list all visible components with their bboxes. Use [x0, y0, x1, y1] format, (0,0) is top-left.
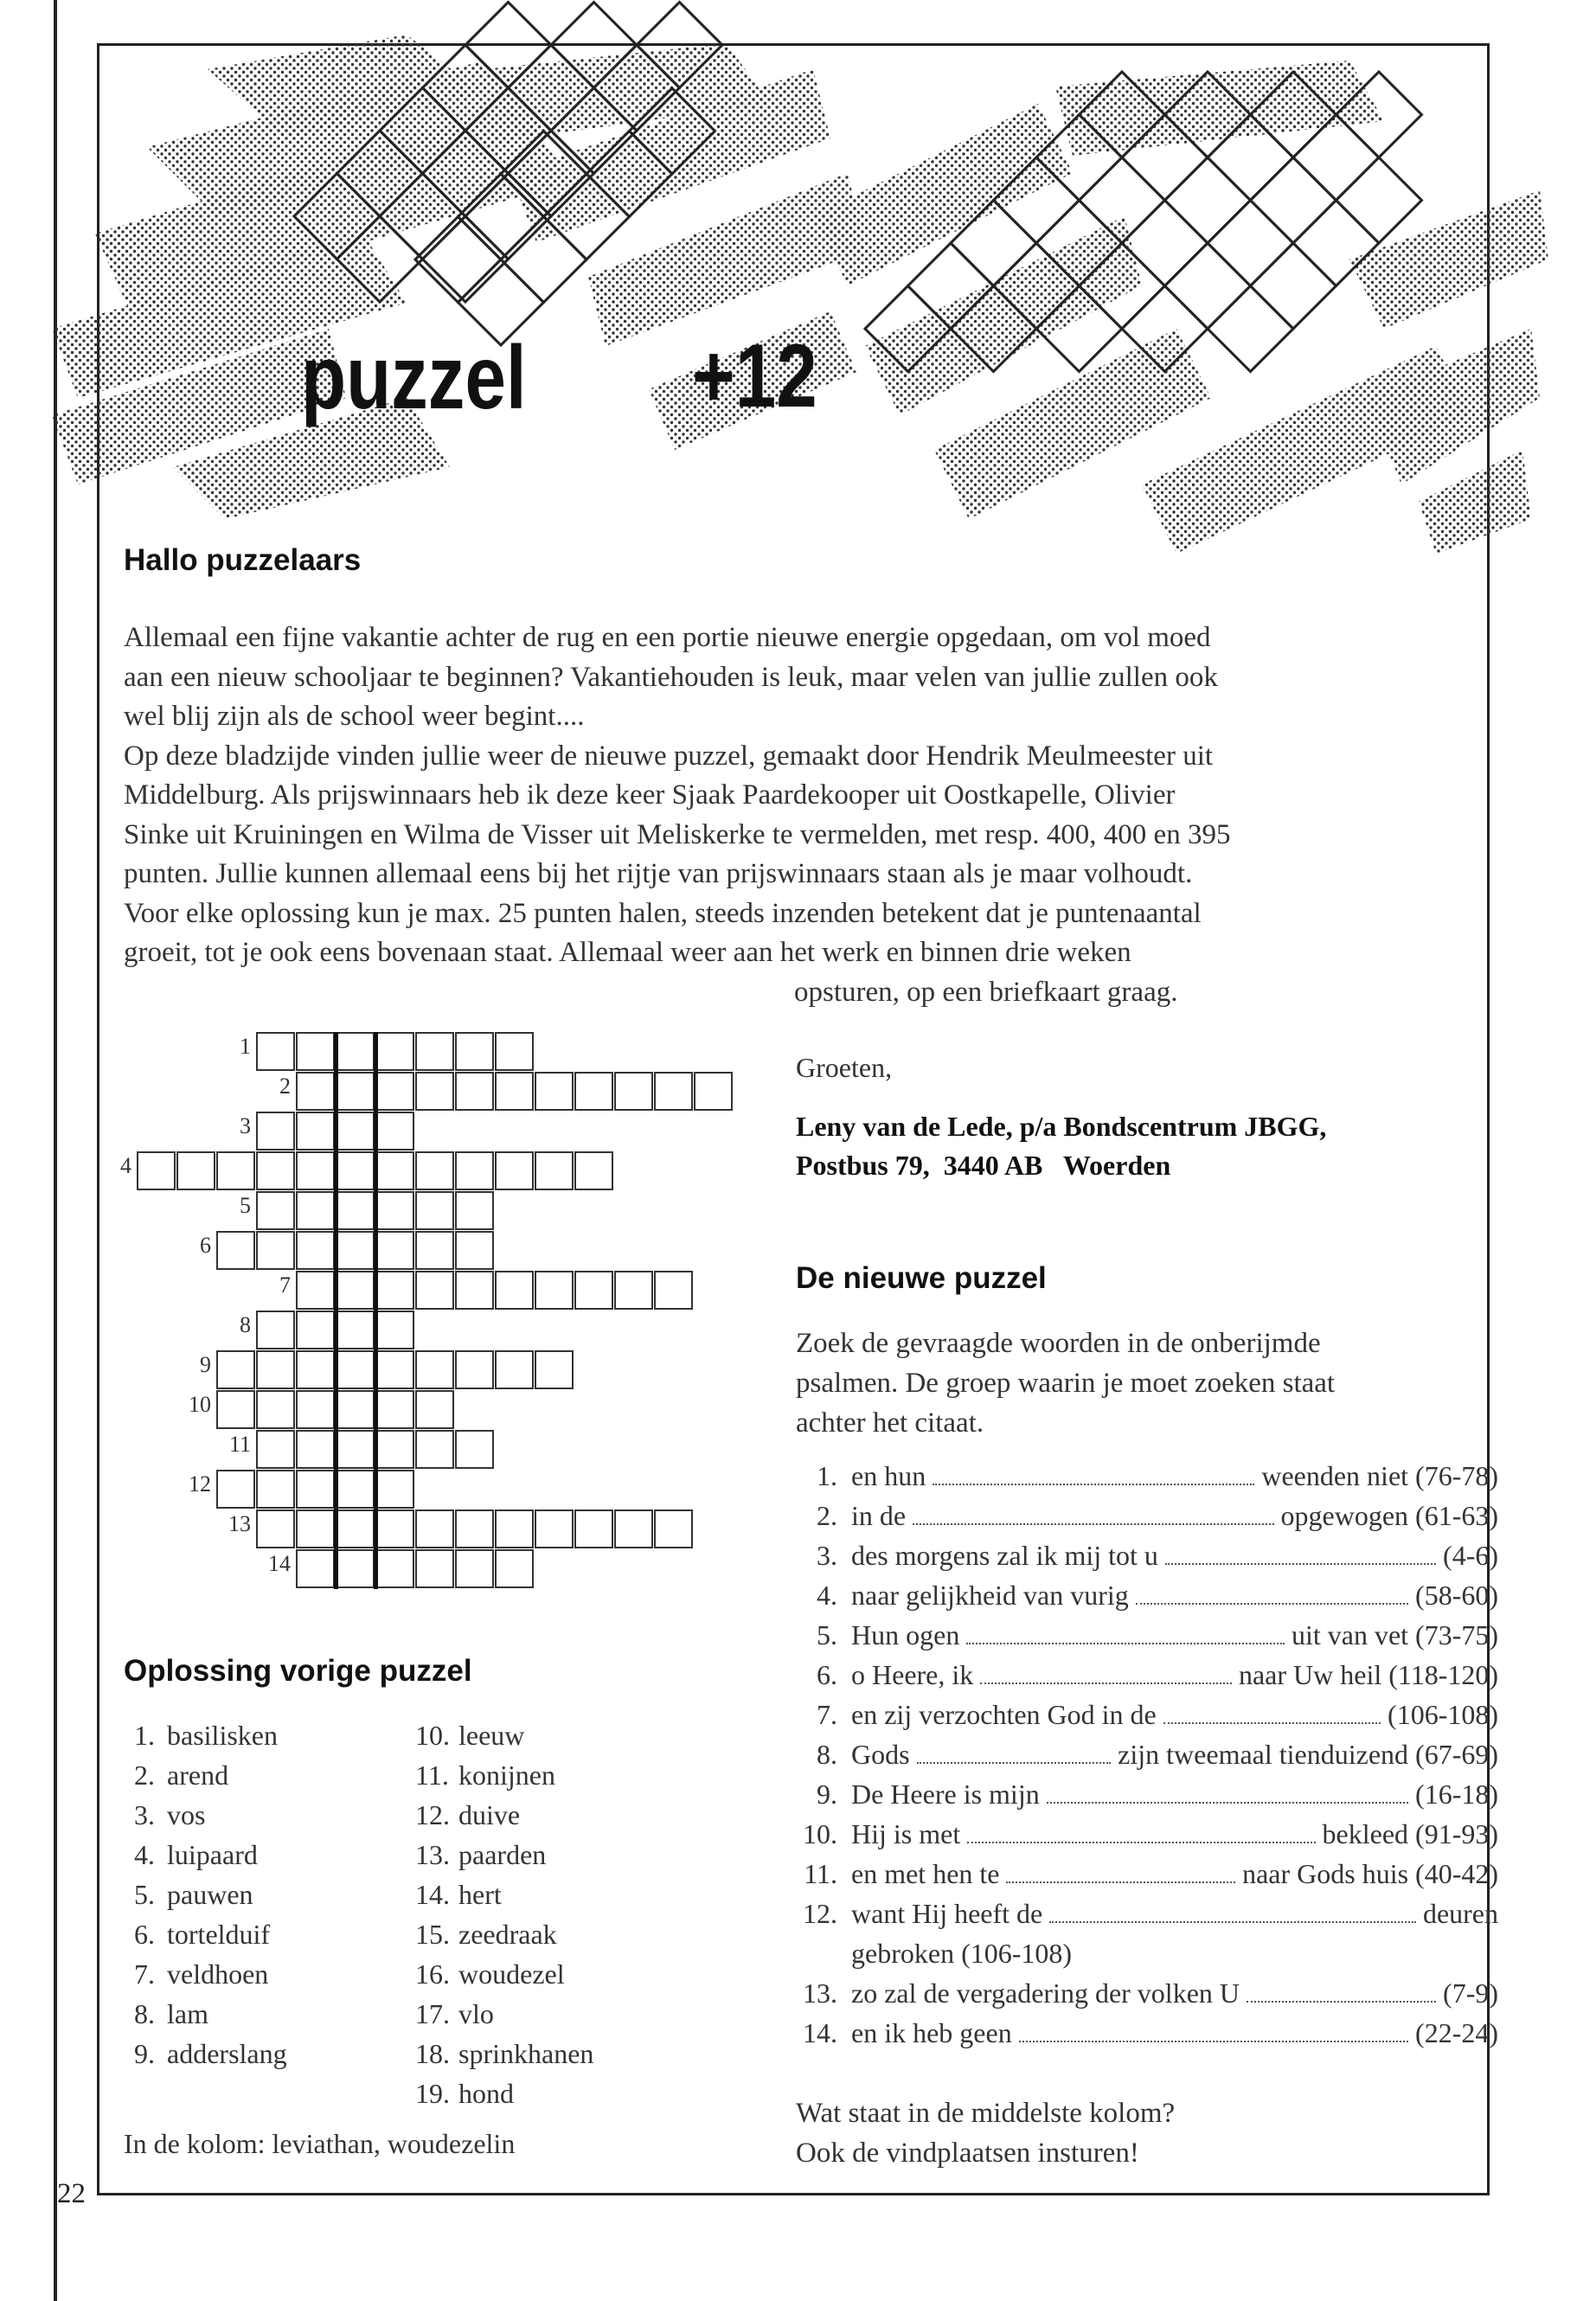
- solution-item: [415, 1875, 593, 1914]
- crossword-cell[interactable]: [256, 1112, 295, 1150]
- solution-item: [124, 2034, 287, 2073]
- new-puzzle-intro: [796, 1324, 1479, 1443]
- clue-before: Hij is met: [851, 1818, 961, 1849]
- crossword-cell[interactable]: [296, 1191, 335, 1230]
- page-number: 22: [57, 2178, 86, 2209]
- title-puzzel: puzzel: [301, 328, 527, 428]
- closing-text: [796, 2093, 1175, 2173]
- new-puzzle-intro-line: psalmen. De groep waarin je moet zoeken staat: [796, 1368, 1336, 1399]
- crossword-row-number: 1: [240, 1034, 251, 1059]
- new-puzzle-intro-line: achter het citaat.: [796, 1407, 984, 1439]
- clue-text: [851, 1615, 1498, 1655]
- clue-text: [851, 1456, 1498, 1496]
- clue-after: naar Uw heil (118-120): [1238, 1659, 1498, 1690]
- intro-line: Allemaal een fijne vakantie achter de rug en een portie nieuwe energie opgedaan, om vol moed: [124, 622, 1211, 653]
- crossword-cell[interactable]: [375, 1072, 414, 1111]
- intro-last-line: opsturen, op een briefkaart graag.: [794, 976, 1178, 1008]
- answer-blank[interactable]: [1136, 1603, 1408, 1605]
- crossword-cell[interactable]: [375, 1509, 414, 1548]
- crossword-cell[interactable]: [415, 1350, 454, 1389]
- answer-blank[interactable]: [967, 1842, 1315, 1843]
- answer-blank[interactable]: [966, 1643, 1285, 1644]
- crossword-cell[interactable]: [256, 1191, 295, 1230]
- clue-text: [851, 1496, 1498, 1535]
- crossword-cell[interactable]: [296, 1112, 335, 1150]
- crossword-cell[interactable]: [415, 1231, 454, 1270]
- crossword-cell[interactable]: [535, 1271, 574, 1310]
- crossword-cell[interactable]: [336, 1072, 375, 1111]
- clue-before: naar gelijkheid van vurig: [851, 1580, 1129, 1611]
- clue-text: [851, 1575, 1498, 1615]
- crossword-cell[interactable]: [336, 1430, 375, 1469]
- solution-item: [124, 1715, 287, 1755]
- crossword-cell[interactable]: [415, 1151, 454, 1190]
- crossword-cell[interactable]: [455, 1231, 494, 1270]
- clue-number: 14.: [803, 2017, 837, 2048]
- clue-after: (16-18): [1415, 1779, 1498, 1810]
- crossword-cell[interactable]: [415, 1072, 454, 1111]
- intro-line: Middelburg. Als prijswinnaars heb ik deze keer Sjaak Paardekooper uit Oostkapelle, Olivier: [124, 779, 1176, 811]
- clue-before: Gods: [851, 1739, 910, 1770]
- crossword-cell[interactable]: [375, 1151, 414, 1190]
- crossword-cell[interactable]: [415, 1032, 454, 1071]
- closing-instruction: Ook de vindplaatsen insturen!: [796, 2138, 1139, 2169]
- solution-number: 4.: [134, 1839, 155, 1870]
- clue-item: [796, 2013, 1498, 2053]
- crossword-cell[interactable]: [375, 1549, 414, 1588]
- answer-blank[interactable]: [1163, 1722, 1381, 1724]
- solution-word: lam: [167, 1998, 208, 2029]
- crossword-cell[interactable]: [296, 1271, 335, 1310]
- crossword-cell[interactable]: [336, 1191, 375, 1230]
- solution-item: [415, 1715, 593, 1755]
- sender-postbus: Postbus 79, 3440 AB Woerden: [796, 1150, 1171, 1181]
- clue-text: [851, 1535, 1498, 1575]
- header-artwork: [0, 0, 1596, 571]
- clue-item: [796, 1575, 1498, 1615]
- crossword-row-number: 13: [228, 1511, 251, 1536]
- crossword-cell[interactable]: [296, 1549, 335, 1588]
- clue-after: (7-9): [1443, 1977, 1498, 2009]
- solution-word: vlo: [458, 1998, 494, 2029]
- crossword-cell[interactable]: [455, 1151, 494, 1190]
- crossword-cell[interactable]: [256, 1311, 295, 1349]
- solution-column-2: [415, 1715, 593, 2113]
- closing-question: Wat staat in de middelste kolom?: [796, 2098, 1176, 2129]
- intro-text: [124, 619, 1479, 1012]
- solution-word: vos: [167, 1799, 206, 1830]
- crossword-cell[interactable]: [336, 1231, 375, 1270]
- crossword-cell[interactable]: [535, 1509, 574, 1548]
- clue-text: [851, 1734, 1498, 1774]
- clue-number: 10.: [803, 1818, 837, 1849]
- crossword-cell[interactable]: [296, 1350, 335, 1389]
- solution-item: [415, 2034, 593, 2073]
- crossword-row-number: 4: [120, 1153, 131, 1178]
- crossword-cell[interactable]: [375, 1430, 414, 1469]
- solution-number: 17.: [415, 1998, 450, 2029]
- solution-word: veldhoen: [167, 1958, 269, 1990]
- solution-number: 2.: [134, 1759, 155, 1791]
- solution-item: [124, 1994, 287, 2034]
- crossword-cell[interactable]: [336, 1350, 375, 1389]
- crossword-row-number: 14: [268, 1551, 291, 1576]
- clue-text: [851, 1655, 1498, 1695]
- clue-after: weenden niet (76-78): [1261, 1460, 1498, 1491]
- answer-blank[interactable]: [1019, 2041, 1408, 2042]
- solution-number: 10.: [415, 1720, 450, 1751]
- crossword-cell[interactable]: [375, 1032, 414, 1071]
- crossword-cell[interactable]: [296, 1470, 335, 1509]
- crossword-row-number: 8: [240, 1312, 251, 1337]
- intro-line: Op deze bladzijde vinden jullie weer de nieuwe puzzel, gemaakt door Hendrik Meulmeester uit: [124, 740, 1214, 772]
- crossword-cell[interactable]: [336, 1112, 375, 1150]
- solution-word: adderslang: [167, 2038, 287, 2069]
- title-plus12: +12: [692, 326, 817, 426]
- crossword-cell[interactable]: [654, 1271, 693, 1310]
- clue-number: 12.: [803, 1898, 837, 1929]
- crossword-cell[interactable]: [375, 1350, 414, 1389]
- crossword-cell[interactable]: [614, 1509, 653, 1548]
- crossword-cell[interactable]: [336, 1390, 375, 1429]
- answer-blank[interactable]: [1006, 1881, 1235, 1883]
- crossword-cell[interactable]: [296, 1390, 335, 1429]
- solution-word: luipaard: [167, 1839, 258, 1870]
- clue-text: [851, 1854, 1498, 1894]
- answer-blank[interactable]: [913, 1523, 1273, 1525]
- crossword-cell[interactable]: [535, 1072, 574, 1111]
- middle-column-line: [334, 1032, 338, 1589]
- clue-before: en met hen te: [851, 1858, 1000, 1889]
- crossword-cell[interactable]: [216, 1231, 255, 1270]
- crossword-cell[interactable]: [574, 1271, 613, 1310]
- clue-after: (22-24): [1415, 2017, 1498, 2048]
- new-puzzle-heading: De nieuwe puzzel: [796, 1261, 1047, 1295]
- solution-item: [124, 1875, 287, 1914]
- crossword-cell[interactable]: [415, 1271, 454, 1310]
- answer-blank[interactable]: [1049, 1921, 1416, 1923]
- clue-continuation-text: gebroken (106-108): [851, 1938, 1073, 1969]
- solution-footer: In de kolom: leviathan, woudezelin: [124, 2128, 516, 2159]
- clue-number: 6.: [817, 1659, 837, 1690]
- solution-number: 12.: [415, 1799, 450, 1830]
- clue-number: 4.: [817, 1580, 837, 1611]
- crossword-cell[interactable]: [256, 1430, 295, 1469]
- crossword-cell[interactable]: [375, 1191, 414, 1230]
- solution-number: 16.: [415, 1958, 450, 1990]
- answer-blank[interactable]: [980, 1682, 1232, 1684]
- clue-item: [796, 1973, 1498, 2013]
- crossword-cell[interactable]: [296, 1072, 335, 1111]
- clue-text: [851, 1894, 1498, 1933]
- solution-number: 6.: [134, 1919, 155, 1950]
- clue-number: 3.: [817, 1540, 837, 1571]
- crossword-cell[interactable]: [654, 1072, 693, 1111]
- solution-number: 11.: [415, 1759, 449, 1791]
- intro-line: Sinke uit Kruiningen en Wilma de Visser uit Meliskerke te vermelden, met resp. 400, 400 en 395: [124, 818, 1231, 850]
- crossword-cell[interactable]: [296, 1509, 335, 1548]
- clue-item: [796, 1496, 1498, 1535]
- crossword-cell[interactable]: [495, 1032, 534, 1071]
- intro-line: aan een nieuw schooljaar te beginnen? Vakantiehouden is leuk, maar velen van jullie zullen ook: [124, 661, 1218, 693]
- solution-column-1: [124, 1715, 287, 2073]
- clue-after: deuren: [1422, 1898, 1498, 1929]
- crossword-cell[interactable]: [336, 1549, 375, 1588]
- clue-before: o Heere, ik: [851, 1659, 974, 1690]
- answer-blank[interactable]: [933, 1484, 1254, 1485]
- clue-text: [851, 1973, 1498, 2013]
- clue-after: uit van vet (73-75): [1291, 1619, 1498, 1650]
- crossword-cell[interactable]: [336, 1271, 375, 1310]
- solution-number: 8.: [134, 1998, 155, 2029]
- clue-before: De Heere is mijn: [851, 1779, 1040, 1810]
- clue-text: [851, 1814, 1498, 1854]
- solution-item: [124, 1755, 287, 1795]
- intro-line: Voor elke oplossing kun je max. 25 punten halen, steeds inzenden betekent dat je puntenaantal: [124, 897, 1202, 929]
- crossword-cell[interactable]: [216, 1350, 255, 1389]
- solution-number: 7.: [134, 1958, 155, 1990]
- solution-number: 1.: [134, 1720, 155, 1751]
- crossword-cell[interactable]: [256, 1032, 295, 1071]
- crossword-cell[interactable]: [694, 1072, 733, 1111]
- solution-number: 14.: [415, 1879, 450, 1910]
- crossword-row-number: 6: [200, 1233, 211, 1258]
- answer-blank[interactable]: [917, 1762, 1112, 1764]
- solution-word: konijnen: [458, 1759, 555, 1791]
- crossword-cell[interactable]: [375, 1231, 414, 1270]
- crossword-cell[interactable]: [415, 1549, 454, 1588]
- solution-item: [415, 1755, 593, 1795]
- crossword-cell[interactable]: [336, 1509, 375, 1548]
- sender-address: [796, 1107, 1326, 1185]
- sender-name: Leny van de Lede, p/a Bondscentrum JBGG,: [796, 1111, 1327, 1142]
- clue-before: en ik heb geen: [851, 2017, 1012, 2048]
- clue-after: (106-108): [1388, 1699, 1498, 1730]
- crossword-cell[interactable]: [455, 1271, 494, 1310]
- crossword-row-number: 7: [279, 1272, 291, 1298]
- crossword-cell[interactable]: [137, 1151, 176, 1190]
- solution-item: [415, 1954, 593, 1994]
- clue-item: [796, 1894, 1498, 1933]
- crossword-cell[interactable]: [495, 1509, 534, 1548]
- clue-item: [796, 1456, 1498, 1496]
- clue-before: want Hij heeft de: [851, 1898, 1043, 1929]
- answer-blank[interactable]: [1047, 1802, 1408, 1804]
- previous-solution-heading: Oplossing vorige puzzel: [124, 1654, 472, 1688]
- crossword-cell[interactable]: [415, 1509, 454, 1548]
- crossword-cell[interactable]: [256, 1151, 295, 1190]
- solution-word: sprinkhanen: [458, 2038, 594, 2069]
- crossword-cell[interactable]: [336, 1151, 375, 1190]
- crossword-cell[interactable]: [614, 1271, 653, 1310]
- solution-item: [415, 1914, 593, 1954]
- clue-after: (58-60): [1415, 1580, 1498, 1611]
- crossword-cell[interactable]: [455, 1350, 494, 1389]
- solution-word: paarden: [458, 1839, 547, 1870]
- crossword-cell[interactable]: [216, 1390, 255, 1429]
- crossword-cell[interactable]: [455, 1191, 494, 1230]
- crossword-cell[interactable]: [415, 1191, 454, 1230]
- greeting: Groeten,: [796, 1052, 893, 1083]
- clue-continuation: [796, 1933, 1498, 1973]
- clue-before: Hun ogen: [851, 1619, 960, 1650]
- crossword-cell[interactable]: [495, 1350, 534, 1389]
- solution-number: 15.: [415, 1919, 450, 1950]
- clue-number: 7.: [817, 1699, 837, 1730]
- solution-item: [415, 2073, 593, 2113]
- crossword-cell[interactable]: [455, 1032, 494, 1071]
- crossword-cell[interactable]: [176, 1151, 215, 1190]
- solution-word: duive: [458, 1799, 521, 1830]
- crossword-cell[interactable]: [256, 1509, 295, 1548]
- intro-line: punten. Jullie kunnen allemaal eens bij het rijtje van prijswinnaars staan als je maar volhoudt.: [124, 858, 1193, 889]
- crossword-row-number: 10: [189, 1392, 211, 1417]
- clue-number: 8.: [817, 1739, 837, 1770]
- crossword-cell[interactable]: [256, 1390, 295, 1429]
- solution-word: basilisken: [167, 1720, 278, 1751]
- solution-word: tortelduif: [167, 1919, 271, 1950]
- solution-item: [124, 1954, 287, 1994]
- crossword-cell[interactable]: [375, 1390, 414, 1429]
- crossword-row-number: 3: [240, 1113, 251, 1138]
- crossword-cell[interactable]: [574, 1072, 613, 1111]
- crossword-cell[interactable]: [574, 1151, 613, 1190]
- solution-word: pauwen: [167, 1879, 253, 1910]
- solution-word: woudezel: [458, 1958, 565, 1990]
- solution-word: zeedraak: [458, 1919, 557, 1950]
- intro-heading: Hallo puzzelaars: [124, 543, 362, 577]
- crossword-cell[interactable]: [296, 1311, 335, 1349]
- solution-number: 5.: [134, 1879, 155, 1910]
- intro-line: groeit, tot je ook eens bovenaan staat. Allemaal weer aan het werk en binnen drie weken: [124, 937, 1131, 968]
- clue-before: en hun: [851, 1460, 926, 1491]
- solution-word: hert: [458, 1879, 502, 1910]
- crossword-cell[interactable]: [495, 1271, 534, 1310]
- crossword-cell[interactable]: [455, 1430, 494, 1469]
- clue-number: 2.: [817, 1500, 837, 1531]
- clue-item: [796, 1695, 1498, 1734]
- clue-text: [851, 2013, 1498, 2053]
- clue-item: [796, 1774, 1498, 1814]
- crossword-cell[interactable]: [336, 1470, 375, 1509]
- crossword-cell[interactable]: [375, 1271, 414, 1310]
- solution-word: arend: [167, 1759, 229, 1791]
- clue-before: en zij verzochten God in de: [851, 1699, 1157, 1730]
- solution-item: [124, 1835, 287, 1875]
- clue-after: (4-6): [1443, 1540, 1498, 1571]
- crossword-cell[interactable]: [296, 1032, 335, 1071]
- clue-number: 9.: [817, 1779, 837, 1810]
- crossword-cell[interactable]: [654, 1509, 693, 1548]
- solution-item: [124, 1914, 287, 1954]
- crossword-cell[interactable]: [455, 1549, 494, 1588]
- clue-text: [851, 1774, 1498, 1814]
- answer-blank[interactable]: [1165, 1563, 1436, 1565]
- clue-item: [796, 1615, 1498, 1655]
- crossword-cell[interactable]: [296, 1151, 335, 1190]
- solution-item: [415, 1994, 593, 2034]
- clue-after: opgewogen (61-63): [1280, 1500, 1498, 1531]
- crossword-cell[interactable]: [455, 1509, 494, 1548]
- clue-item: [796, 1655, 1498, 1695]
- solution-number: 13.: [415, 1839, 450, 1870]
- clue-number: 13.: [803, 1977, 837, 2009]
- crossword-cell[interactable]: [455, 1072, 494, 1111]
- crossword-cell[interactable]: [216, 1151, 255, 1190]
- clue-number: 1.: [817, 1460, 837, 1491]
- clue-text: [851, 1695, 1498, 1734]
- solution-item: [415, 1835, 593, 1875]
- solution-number: 19.: [415, 2078, 450, 2109]
- clue-before: des morgens zal ik mij tot u: [851, 1540, 1158, 1571]
- crossword-row-number: 2: [279, 1074, 291, 1099]
- crossword-cell[interactable]: [375, 1112, 414, 1150]
- crossword-row-number: 9: [200, 1352, 211, 1377]
- crossword-cell[interactable]: [256, 1350, 295, 1389]
- crossword-row-number: 12: [189, 1471, 211, 1497]
- crossword-cell[interactable]: [495, 1072, 534, 1111]
- crossword-cell[interactable]: [614, 1072, 653, 1111]
- clue-item: [796, 1734, 1498, 1774]
- solution-number: 18.: [415, 2038, 450, 2069]
- crossword-cell[interactable]: [495, 1151, 534, 1190]
- crossword-cell[interactable]: [336, 1032, 375, 1071]
- crossword-cell[interactable]: [535, 1151, 574, 1190]
- new-puzzle-intro-line: Zoek de gevraagde woorden in de onberijmde: [796, 1328, 1321, 1359]
- clue-before: zo zal de vergadering der volken U: [851, 1977, 1240, 2009]
- middle-column-line: [374, 1032, 378, 1589]
- clue-list: [796, 1456, 1498, 2053]
- clue-after: bekleed (91-93): [1322, 1818, 1498, 1849]
- solution-item: [124, 1795, 287, 1835]
- solution-word: hond: [458, 2078, 514, 2109]
- clue-number: 5.: [817, 1619, 837, 1650]
- answer-blank[interactable]: [1247, 2001, 1436, 2003]
- crossword-cell[interactable]: [336, 1311, 375, 1349]
- crossword-cell[interactable]: [375, 1470, 414, 1509]
- crossword-cell[interactable]: [256, 1231, 295, 1270]
- crossword-cell[interactable]: [216, 1470, 255, 1509]
- crossword-cell[interactable]: [256, 1470, 295, 1509]
- clue-after: zijn tweemaal tienduizend (67-69): [1118, 1739, 1498, 1770]
- crossword-cell[interactable]: [495, 1549, 534, 1588]
- clue-item: [796, 1814, 1498, 1854]
- halftone-band: [52, 35, 1548, 554]
- clue-after: naar Gods huis (40-42): [1242, 1858, 1498, 1889]
- clue-item: [796, 1854, 1498, 1894]
- crossword-row-number: 5: [240, 1193, 251, 1218]
- crossword-cell[interactable]: [296, 1430, 335, 1469]
- solution-number: 3.: [134, 1799, 155, 1830]
- crossword-cell[interactable]: [296, 1231, 335, 1270]
- intro-line: wel blij zijn als de school weer begint....: [124, 701, 585, 732]
- solution-item: [415, 1795, 593, 1835]
- crossword-cell[interactable]: [574, 1509, 613, 1548]
- crossword-cell[interactable]: [415, 1430, 454, 1469]
- crossword-row-number: 11: [228, 1432, 251, 1457]
- crossword-cell[interactable]: [535, 1350, 574, 1389]
- crossword-cell[interactable]: [375, 1311, 414, 1349]
- clue-number: 11.: [804, 1858, 837, 1889]
- solution-number: 9.: [134, 2038, 155, 2069]
- crossword-cell[interactable]: [415, 1390, 454, 1429]
- clue-item: [796, 1535, 1498, 1575]
- clue-before: in de: [851, 1500, 907, 1531]
- solution-word: leeuw: [458, 1720, 525, 1751]
